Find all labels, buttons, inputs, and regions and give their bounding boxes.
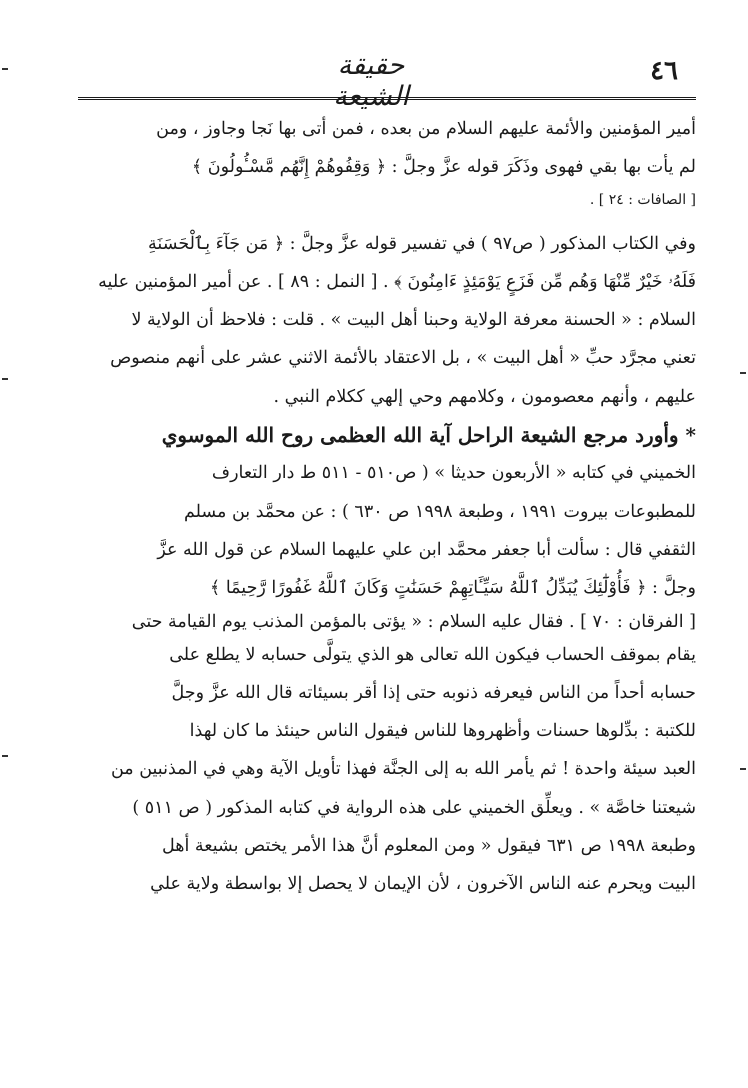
text-line: العبد سيئة واحدة ! ثم يأمر الله به إلى الجنَّة فهذا تأويل الآية وهي في المذنبين من bbox=[110, 759, 696, 780]
margin-scan-mark bbox=[2, 755, 8, 757]
text-line: وطبعة ١٩٩٨ ص ٦٣١ فيقول « ومن المعلوم أنَّ هذا الأمر يختص بشيعة أهل bbox=[161, 836, 696, 857]
text-line: يقام بموقف الحساب فيكون الله تعالى هو الذي يتولَّى حسابه لا يطلع على bbox=[169, 644, 696, 665]
text-line: للكتبة : بدِّلوها حسنات وأظهروها للناس فيقول الناس حينئذ ما كان لهذا bbox=[189, 721, 696, 742]
text-line: [ الفرقان : ٧٠ ] . فقال عليه السلام : « يؤتى بالمؤمن المذنب يوم القيامة حتى bbox=[131, 611, 696, 632]
verse-reference: [ الصافات : ٢٤ ] . bbox=[589, 191, 696, 208]
text-line: فَلَهُۥ خَيْرٌ مِّنْهَا وَهُم مِّن فَزَعٍ يَوْمَئِذٍ ءَامِنُونَ ﴾ . [ النمل : ٨٩ ] . عن أمير المؤمنين عليه bbox=[98, 271, 696, 292]
text-line: البيت ويحرم عنه الناس الآخرون ، لأن الإيمان لا يحصل إلا بواسطة ولاية علي bbox=[150, 874, 696, 895]
text-line: لم يأت بها بقي فهوى وذَكَرَ قوله عزَّ وجلَّ : ﴿ وَقِفُوهُمْ إِنَّهُم مَّسْـُٔولُونَ ﴾ bbox=[191, 157, 696, 178]
body-text bbox=[78, 110, 696, 904]
text-line: الخميني في كتابه « الأربعون حديثا » ( ص٥١٠ - ٥١١ ط دار التعارف bbox=[211, 463, 696, 484]
margin-scan-mark bbox=[2, 68, 8, 70]
section-heading-line: * وأورد مرجع الشيعة الراحل آية الله العظمى روح الله الموسوي bbox=[161, 423, 696, 448]
text-line: شيعتنا خاصَّة » . ويعلِّق الخميني على هذه الرواية في كتابه المذكور ( ص ٥١١ ) bbox=[132, 797, 696, 818]
header-rule bbox=[78, 97, 696, 103]
margin-scan-mark bbox=[740, 372, 746, 374]
text-line: وفي الكتاب المذكور ( ص٩٧ ) في تفسير قوله عزَّ وجلَّ : ﴿ مَن جَآءَ بِٱلْحَسَنَةِ bbox=[148, 233, 696, 254]
text-line: حسابه أحداً من الناس فيعرفه ذنوبه حتى إذا أقر بسيئاته قال الله عزَّ وجلَّ bbox=[171, 682, 696, 703]
text-line: تعني مجرَّد حبِّ « أهل البيت » ، بل الاعتقاد بالأئمة الاثني عشر على أنهم منصوص bbox=[110, 348, 696, 369]
text-line: السلام : « الحسنة معرفة الولاية وحبنا أهل البيت » . قلت : فلاحظ أن الولاية لا bbox=[131, 310, 696, 331]
text-line: للمطبوعات بيروت ١٩٩١ ، وطبعة ١٩٩٨ ص ٦٣٠ ) : عن محمَّد بن مسلم bbox=[183, 501, 696, 522]
text-line: الثقفي قال : سألت أبا جعفر محمَّد ابن علي عليهما السلام عن قول الله عزَّ bbox=[157, 539, 696, 560]
margin-scan-mark bbox=[2, 378, 8, 380]
text-line: أمير المؤمنين والأئمة عليهم السلام من بعده ، فمن أتى بها نَجا وجاوز ، ومن bbox=[156, 119, 696, 139]
running-header-title: حقيقة الشيعة bbox=[333, 50, 409, 112]
page-number: ٤٦ bbox=[650, 56, 678, 86]
text-line: وجلَّ : ﴿ فَأُوْلَٰٓئِكَ يُبَدِّلُ ٱللَّهُ سَيِّـَٔاتِهِمْ حَسَنَٰتٍ وَكَانَ ٱللَّهُ غَفُورًا رَّحِيمًا ﴾ bbox=[210, 578, 696, 599]
text-line: عليهم ، وأنهم معصومون ، وكلامهم وحي إلهي ككلام النبي . bbox=[273, 386, 696, 407]
margin-scan-mark bbox=[740, 768, 746, 770]
